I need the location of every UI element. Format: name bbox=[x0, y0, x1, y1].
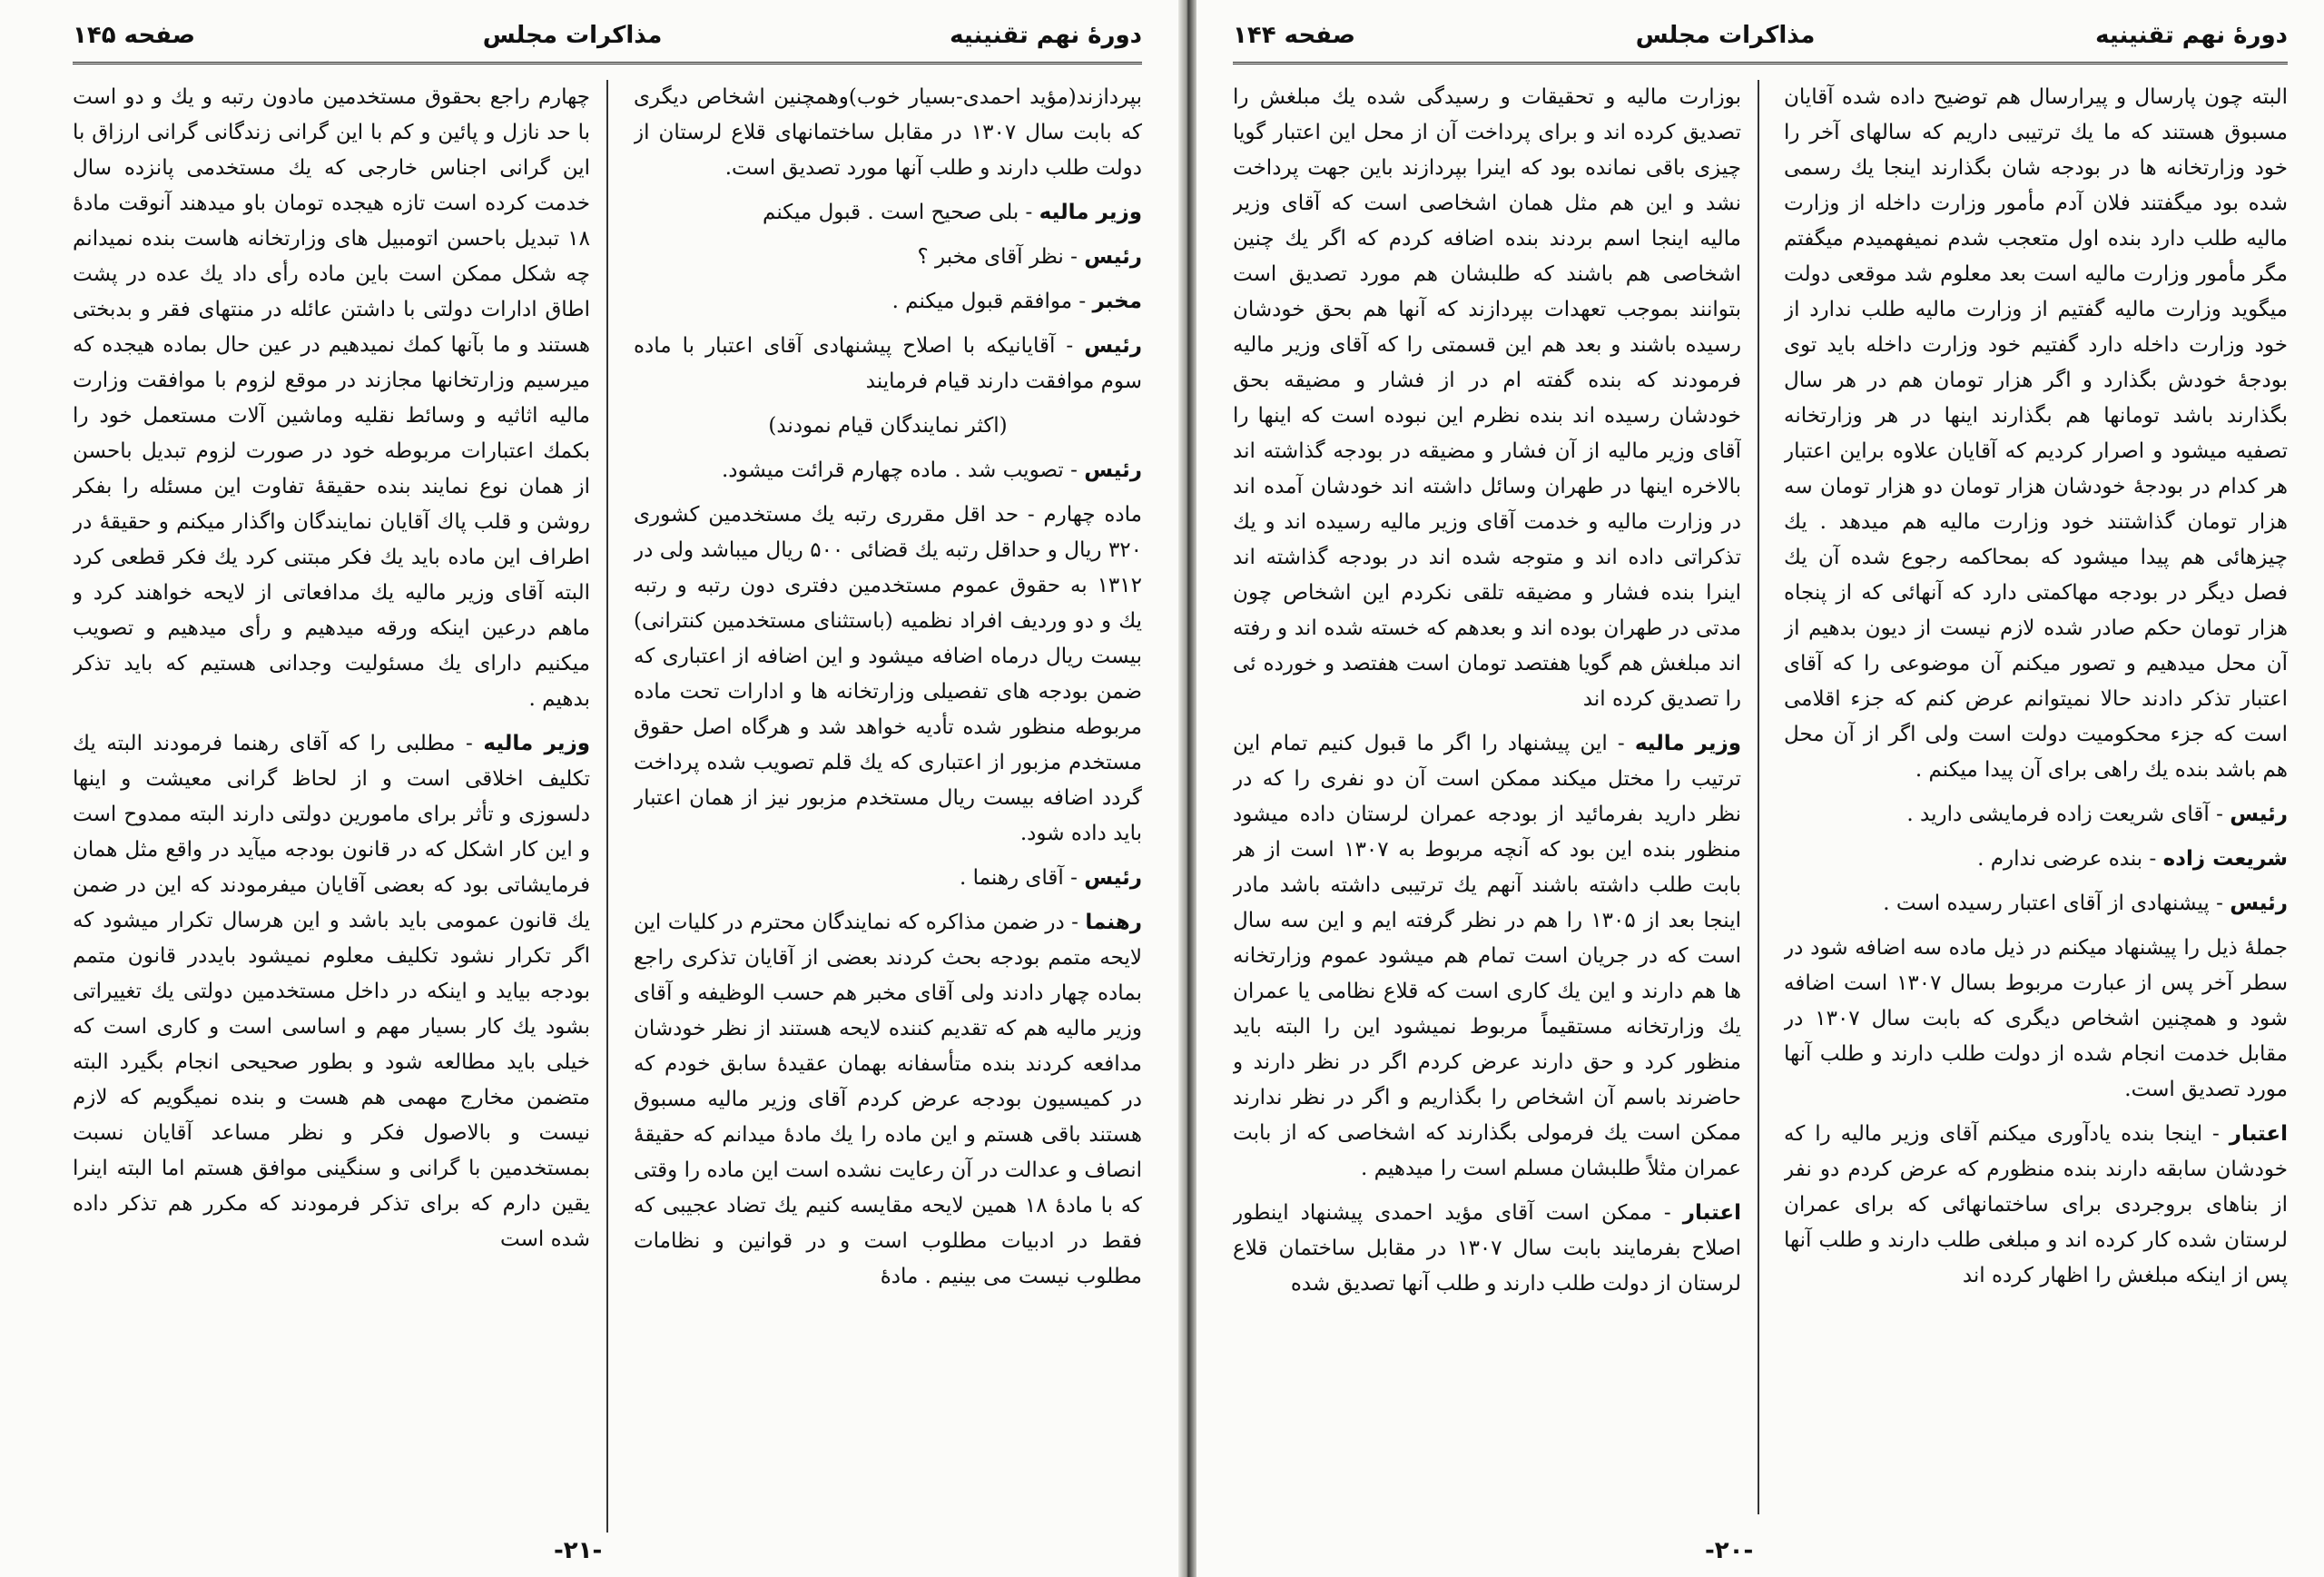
paragraph: وزیر مالیه - مطلبی را که آقای رهنما فرمودند البته یك تکلیف اخلاقی است و از لحاظ گرانی معیشت و اینها دلسوزی و تأثر برای مامورین دولتی دارند البته ممدوح است و این کار اشکل که در قانون بودجه میآید در واقع مثل همان فرمایشاتی بود که بعضی آقایان میفرمودند که این در ضمن یك قانون عمومی باید باشد و این هرسال تکرار میشود که اگر تکرار نشود تکلیف معلوم نمیشود بایددر قانون متمم بودجه بیاید و اینکه در داخل مستخدمین دولتی یك تغییراتی بشود یك کار بسیار مهم و اساسی است و کاری است که خیلی باید مطالعه شود و بطور صحیحی انجام بگیرد البته متضمن مخارج مهمی هم هست و بنده نمیگویم که لازم نیست و بالاصول فکر و نظر مساعد آقایان نسبت بمستخدمین با گرانی و سنگینی موافق هستم اما البته اینرا یقین دارم که برای تذکر فرمودند که مکرر هم تذکر داده شده است bbox=[73, 732, 590, 1251]
speaker-name: مخبر bbox=[1092, 290, 1142, 313]
speaker-name: رئیس bbox=[1084, 245, 1142, 269]
paragraph: اعتبار - ممکن است آقای مؤید احمدی پیشنهاد اینطور اصلاح بفرمایند بابت سال ۱۳۰۷ در مقابل ساختمان قلاع لرستان از دولت طلب دارند و طلب آنها تصدیق شده bbox=[1233, 1201, 1741, 1296]
speaker-name: اعتبار bbox=[2229, 1122, 2288, 1146]
paragraph-text: بوزارت مالیه و تحقیقات و رسیدگی شده یك مبلغش را تصدیق کرده اند و برای پرداخت آن از محل این اعتبار گویا چیزی باقی نمانده بود که اینرا بپردازند باین جهت پرداخت نشد و این هم مثل همان اشخاصی است که آقای وزیر مالیه اینجا اسم بردند بنده اضافه کردم که اگر یك چنین اشخاصی هم باشند که طلبشان هم مورد تصدیق است بتوانند بموجب تعهدات بپردازند که آنها هم بحق خودشان رسیده باشند و بعد هم این قسمتی را که آقای وزیر مالیه فرمودند که بنده گفته ام در از فشار و مضیقه بحق خودشان رسیده اند بنده نظرم این نبوده است که اینها را آقای وزیر مالیه از آن فشار و مضیقه در بودجه گذاشته اند بالاخره اینها در طهران وسائل داشته اند خودشان آمده اند در وزارت مالیه و خدمت آقای وزیر مالیه رسیده اند و یك تذکراتی داده اند و متوجه شده اند در بودجه گذاشته اند اینرا بنده فشار و مضیقه تلقی نکردم این اشخاص چون مدتی در طهران بوده اند و بعدهم که خسته شده اند و رفته اند مبلغش هم گویا هفتصد تومان است هفتصد و خورده ئی را تصدیق کرده اند bbox=[1233, 85, 1741, 711]
left-page-left-column bbox=[73, 80, 590, 1523]
left-page-number: -۲۱- bbox=[554, 1537, 603, 1564]
speaker-name: اعتبار bbox=[1682, 1201, 1741, 1225]
right-header-rule bbox=[1233, 62, 2288, 64]
speaker-name: وزیر مالیه bbox=[1039, 201, 1142, 224]
left-header-title: مذاکرات مجلس bbox=[482, 22, 663, 49]
paragraph-text: پیشنهادی از آقای اعتبار رسیده است . bbox=[1883, 892, 2210, 915]
paragraph-text: نظر آقای مخبر ؟ bbox=[917, 245, 1064, 269]
speaker-name: وزیر مالیه bbox=[1634, 732, 1741, 755]
paragraph: مخبر - موافقم قبول میکنم . bbox=[891, 290, 1142, 313]
paragraph bbox=[634, 80, 1142, 186]
paragraph-text: بپردازند(مؤید احمدی-بسیار خوب)وهمچنین اشخاص دیگری که بابت سال ۱۳۰۷ در مقابل ساختمانهای قلاع لرستان از دولت طلب دارند و طلب آنها مورد تصدیق است. bbox=[634, 85, 1142, 180]
paragraph: وزیر مالیه - این پیشنهاد را اگر ما قبول کنیم تمام این ترتیب را مختل میکند ممکن است آن دو نفری را که در نظر دارید بفرمائید از بودجه عمران لرستان داده میشود منظور بنده این بود که آنچه مربوط به ۱۳۰۷ است از هر بابت طلب داشته باشند آنهم یك ترتیبی داشته باشد مادر اینجا بعد از ۱۳۰۵ را هم در نظر گرفته ایم و این سه سال است که در جریان است تمام هم میشود عموم وزارتخانه ها هم دارند و این یك کاری است که قلاع نظامی یا عمران یك وزارتخانه مستقیماً مربوط نمیشود این را البته باید منظور کرد و حق دارند عرض کردم اگر در نظر دارند و حاضرند باسم آن اشخاص را بگذاریم و اگر در نظر ندارند ممکن است یك فرمولی بگذارند که اشخاصی که از بابت عمران مثلاً طلبشان مسلم است را میدهیم . bbox=[1233, 732, 1741, 1180]
paragraph: رئیس - تصویب شد . ماده چهارم قرائت میشود. bbox=[722, 458, 1142, 482]
right-page-right-column bbox=[1784, 80, 2288, 1496]
right-header-session: دورهٔ نهم تقنینیه bbox=[2095, 22, 2288, 49]
speaker-name: رئیس bbox=[1084, 458, 1142, 482]
paragraph: رئیس - پیشنهادی از آقای اعتبار رسیده است . bbox=[1883, 892, 2288, 915]
paragraph-text: این پیشنهاد را اگر ما قبول کنیم تمام این ترتیب را مختل میکند ممکن است آن دو نفری را که در نظر دارید بفرمائید از بودجه عمران لرستان داده میشود منظور بنده این بود که آنچه مربوط به ۱۳۰۷ است از هر بابت طلب داشته باشند آنهم یك ترتیبی داشته باشد مادر اینجا بعد از ۱۳۰۵ را هم در نظر گرفته ایم و این سه سال است که در جریان است تمام هم میشود عموم وزارتخانه ها هم دارند و این یك کاری است که قلاع نظامی یا عمران یك وزارتخانه مستقیماً مربوط نمیشود این را البته باید منظور کرد و حق دارند عرض کردم اگر در نظر دارند و حاضرند باسم آن اشخاص را بگذاریم و اگر در نظر ندارند ممکن است یك فرمولی بگذارند که اشخاصی که از بابت عمران مثلاً طلبشان مسلم است را میدهیم . bbox=[1233, 732, 1741, 1180]
paragraph: رئیس - آقایانیکه با اصلاح پیشنهادی آقای اعتبار با ماده سوم موافقت دارند قیام فرمایند bbox=[634, 334, 1142, 393]
paragraph-text: البته چون پارسال و پیرارسال هم توضیح داده شده آقایان مسبوق هستند که ما یك ترتیبی داریم که سالهای آخر را خود وزارتخانه ها در بودجه شان بگذارند اینجا یك رسمی شده بود میگفتند فلان آدم مأمور وزارت داخله از وزارت مالیه طلب دارد بنده اول متعجب شدم نمیفهمیدم میگفتم مگر مأمور وزارت مالیه است بعد معلوم شد موقعی دولت میگوید وزارت مالیه گفتیم از وزارت مالیه طلب ندارد از خود وزارت داخله دارد گفتیم خود وزارت داخله باید توی بودجهٔ خودش بگذارد و اگر هزار تومان هم در هر سال بگذارند باشد تومانها هم بگذارند اینها در هر وزارتخانه تصفیه میشود و اصرار کردیم که آقایان علاوه براین اعتبار هر کدام در بودجهٔ خودشان هزار تومان دو هزار تومان سه هزار تومان گذاشتند خود وزارت مالیه هم میدهد . یك چیزهائی هم پیدا میشود که بمحاکمه رجوع شده آن یك فصل دیگر در بودجه مهاکمتی دارد که آنهائی که از پنجاه هزار تومان حکم صادر شده لازم نیست از دیون بدهیم از آن محل میدهیم و تصور میکنم آن موضوعی را که آقای اعتبار تذکر دادند حالا نمیتوانم عرض کنم که جزء اقلامی است که جزء محکومیت دولت است ولی اگر از آن محل هم باشد بنده یك راهی برای آن پیدا میکنم . bbox=[1784, 85, 2288, 782]
paragraph-text: آقای رهنما . bbox=[960, 866, 1064, 890]
paragraph bbox=[1784, 931, 2288, 1108]
paragraph: رئیس - آقای شریعت زاده فرمایشی دارید . bbox=[1906, 803, 2288, 826]
paragraph-text: آقایانیکه با اصلاح پیشنهادی آقای اعتبار با ماده سوم موافقت دارند قیام فرمایند bbox=[634, 334, 1142, 393]
right-page bbox=[1196, 0, 2324, 1577]
paragraph: رئیس - نظر آقای مخبر ؟ bbox=[917, 245, 1142, 269]
paragraph-text: مطلبی را که آقای رهنما فرمودند البته یك تکلیف اخلاقی است و از لحاظ گرانی معیشت و اینها دلسوزی و تأثر برای مامورین دولتی دارند البته ممدوح است و این کار اشکل که در قانون بودجه میآید در واقع مثل همان فرمایشاتی بود که بعضی آقایان میفرمودند که این در ضمن یك قانون عمومی باید باشد و این هرسال تکرار میشود که اگر تکرار نشود تکلیف معلوم نمیشود بایددر قانون متمم بودجه بیاید و اینکه در داخل مستخدمین دولتی یك تغییراتی بشود یك کار بسیار مهم و اساسی است و کاری است که خیلی باید مطالعه شود و بطور صحیحی انجام بگیرد البته متضمن مخارج مهمی هم هست و بنده نمیگویم که لازم نیست و بالاصول فکر و نظر مساعد آقایان نسبت بمستخدمین با گرانی و سنگینی موافق هستم اما البته اینرا یقین دارم که برای تذکر فرمودند که مکرر هم تذکر داده شده است bbox=[73, 732, 590, 1251]
speaker-name: وزیر مالیه bbox=[483, 732, 590, 755]
paragraph-text: ممکن است آقای مؤید احمدی پیشنهاد اینطور اصلاح بفرمایند بابت سال ۱۳۰۷ در مقابل ساختمان قلاع لرستان از دولت طلب دارند و طلب آنها تصدیق شده bbox=[1233, 1201, 1741, 1296]
paragraph-text: (اکثر نمایندگان قیام نمودند) bbox=[768, 414, 1008, 438]
paragraph: اعتبار - اینجا بنده یادآوری میکنم آقای وزیر مالیه را که خودشان سابقه دارند بنده منظورم که عرض کردم دو نفر از بناهای بروجردی برای ساختمانهائی که برای عمران لرستان شده کار کرده اند و مبلغی طلب دارند و طلب آنها پس از اینکه مبلغش را اظهار کرده اند bbox=[1784, 1122, 2288, 1287]
speaker-name: رئیس bbox=[1084, 334, 1142, 358]
paragraph-text: ماده چهارم - حد اقل مقرری رتبه یك مستخدمین کشوری ۳۲۰ ریال و حداقل رتبه یك قضائی ۵۰۰ ریال میباشد ولی در ۱۳۱۲ به حقوق عموم مستخدمین دفتری دون رتبه و رتبه یك و دو وردیف افراد نظمیه (باستثنای مستخدمین کنترانی) بیست ریال درماه اضافه میشود و این اضافه از اعتباری که ضمن بودجه های تفصیلی وزارتخانه ها و ادارات تحت ماده مربوطه منظور شده تأدیه خواهد شد و هرگاه اصل حقوق مستخدم مزبور از اعتباری که یك قلم تصویب شده پرداخت گردد اضافه بیست ریال مستخدم مزبور نیز از همان اعتبار باید داده شود. bbox=[634, 503, 1142, 845]
book-gutter bbox=[1178, 0, 1196, 1577]
left-header-session: دورهٔ نهم تقنینیه bbox=[950, 22, 1142, 49]
left-page-column-divider bbox=[606, 80, 608, 1533]
paragraph: رئیس - آقای رهنما . bbox=[960, 866, 1142, 890]
right-page-left-column bbox=[1233, 80, 1741, 1496]
paragraph bbox=[1233, 80, 1741, 717]
left-page-right-column bbox=[634, 80, 1142, 1523]
speaker-name: رئیس bbox=[2230, 803, 2288, 826]
paragraph-text: بنده عرضی ندارم . bbox=[1977, 847, 2143, 871]
paragraph-text: جملهٔ ذیل را پیشنهاد میکنم در ذیل ماده سه اضافه شود در سطر آخر پس از عبارت مربوط بسال ۱۳۰۷ است اضافه شود و همچنین اشخاص دیگری که بابت سال ۱۳۰۷ در مقابل خدمت انجام شده از دولت طلب دارند و طلب آنها مورد تصدیق است. bbox=[1784, 936, 2288, 1101]
right-page-column-divider bbox=[1758, 80, 1759, 1514]
paragraph-text: بلی صحیح است . قبول میکنم bbox=[763, 201, 1019, 224]
right-header-title: مذاکرات مجلس bbox=[1635, 22, 1816, 49]
left-page-header bbox=[73, 13, 1142, 58]
paragraph: شریعت زاده - بنده عرضی ندارم . bbox=[1977, 847, 2288, 871]
speaker-name: رئیس bbox=[2230, 892, 2288, 915]
paragraph bbox=[634, 409, 1142, 444]
paragraph bbox=[1784, 80, 2288, 788]
right-page-header bbox=[1233, 13, 2288, 58]
paragraph bbox=[634, 498, 1142, 852]
speaker-name: رئیس bbox=[1084, 866, 1142, 890]
paragraph-text: تصویب شد . ماده چهارم قرائت میشود. bbox=[722, 458, 1064, 482]
paragraph bbox=[73, 80, 590, 717]
speaker-name: شریعت زاده bbox=[2162, 847, 2288, 871]
paragraph-text: چهارم راجع بحقوق مستخدمین مادون رتبه و یك و دو است با حد نازل و پائین و کم با این گرانی زندگانی گرانی ارزاق با این گرانی اجناس خارجی که یك مستخدمی پانزده سال خدمت کرده است تازه هیجده تومان باو میدهند آنوقت مادهٔ ۱۸ تبدیل باحسن اتومبیل های وزارتخانه هاست بنده نمیدانم چه شکل ممکن است باین ماده رأی داد یك عده در پشت اطاق ادارات دولتی با داشتن عائله در منتهای فقر و بدبختی هستند و ما بآنها کمك نمیدهیم در عین حال بماده هیجده که میرسیم وزارتخانها مجازند در موقع لزوم با موافقت وزارت مالیه اثاثیه و وسائط نقلیه وماشین آلات مستعمل خود را بکمك اعتبارات مربوطه خود در صورت لزوم تبدیل باحسن از همان نوع نمایند بنده حقیقهٔ تفاوت این مسئله را بفکر روشن و قلب پاك آقایان نمایندگان واگذار میکنم و حقیقهٔ در اطراف این ماده باید یك فکر مبتنی کرد یك فکر قطعی کرد البته آقای وزیر مالیه یك مدافعاتی از لایحه خواهند کرد و ماهم درعین اینکه ورقه میدهیم و رأی میدهیم و تصویب میکنیم دارای یك مسئولیت وجدانی هستیم که باید تذکر بدهیم . bbox=[73, 85, 590, 711]
paragraph: رهنما - در ضمن مذاکره که نمایندگان محترم در کلیات این لایحه متمم بودجه بحث کردند بعضی از آقایان تذکری راجع بماده چهار دادند ولی آقای مخبر هم حسب الوظیفه و آقای وزیر مالیه هم که تقدیم کننده لایحه هستند از نظر خودشان مدافعه کردند بنده متأسفانه بهمان عقیدهٔ سابق خودم که در کمیسیون بودجه عرض کردم آقای وزیر مالیه مسبوق هستند باقی هستم و این ماده را یك مادهٔ میدانم که حقیقهٔ انصاف و عدالت در آن رعایت نشده است این ماده را وقتی که با مادهٔ ۱۸ همین لایحه مقایسه کنیم یك تضاد عجیبی که فقط در ادبیات مطلوب است و در قوانین و نظامات مطلوب نیست می بینیم . مادهٔ bbox=[634, 911, 1142, 1288]
paragraph-text: موافقم قبول میکنم . bbox=[891, 290, 1073, 313]
paragraph-text: آقای شریعت زاده فرمایشی دارید . bbox=[1906, 803, 2210, 826]
left-header-page-label: صفحه ۱۴۵ bbox=[73, 22, 196, 49]
paragraph: وزیر مالیه - بلی صحیح است . قبول میکنم bbox=[763, 201, 1142, 224]
paragraph-text: اینجا بنده یادآوری میکنم آقای وزیر مالیه را که خودشان سابقه دارند بنده منظورم که عرض کردم دو نفر از بناهای بروجردی برای ساختمانهائی که برای عمران لرستان شده کار کرده اند و مبلغی طلب دارند و طلب آنها پس از اینکه مبلغش را اظهار کرده اند bbox=[1784, 1122, 2288, 1287]
left-header-rule bbox=[73, 62, 1142, 64]
right-header-page-label: صفحه ۱۴۴ bbox=[1233, 22, 1356, 49]
speaker-name: رهنما bbox=[1085, 911, 1142, 934]
paragraph-text: در ضمن مذاکره که نمایندگان محترم در کلیات این لایحه متمم بودجه بحث کردند بعضی از آقایان تذکری راجع بماده چهار دادند ولی آقای مخبر هم حسب الوظیفه و آقای وزیر مالیه هم که تقدیم کننده لایحه هستند از نظر خودشان مدافعه کردند بنده متأسفانه بهمان عقیدهٔ سابق خودم که در کمیسیون بودجه عرض کردم آقای وزیر مالیه مسبوق هستند باقی هستم و این ماده را یك مادهٔ میدانم که حقیقهٔ انصاف و عدالت در آن رعایت نشده است این ماده را وقتی که با مادهٔ ۱۸ همین لایحه مقایسه کنیم یك تضاد عجیبی که فقط در ادبیات مطلوب است و در قوانین و نظامات مطلوب نیست می بینیم . مادهٔ bbox=[634, 911, 1142, 1288]
right-page-number: -۲۰- bbox=[1705, 1537, 1754, 1564]
